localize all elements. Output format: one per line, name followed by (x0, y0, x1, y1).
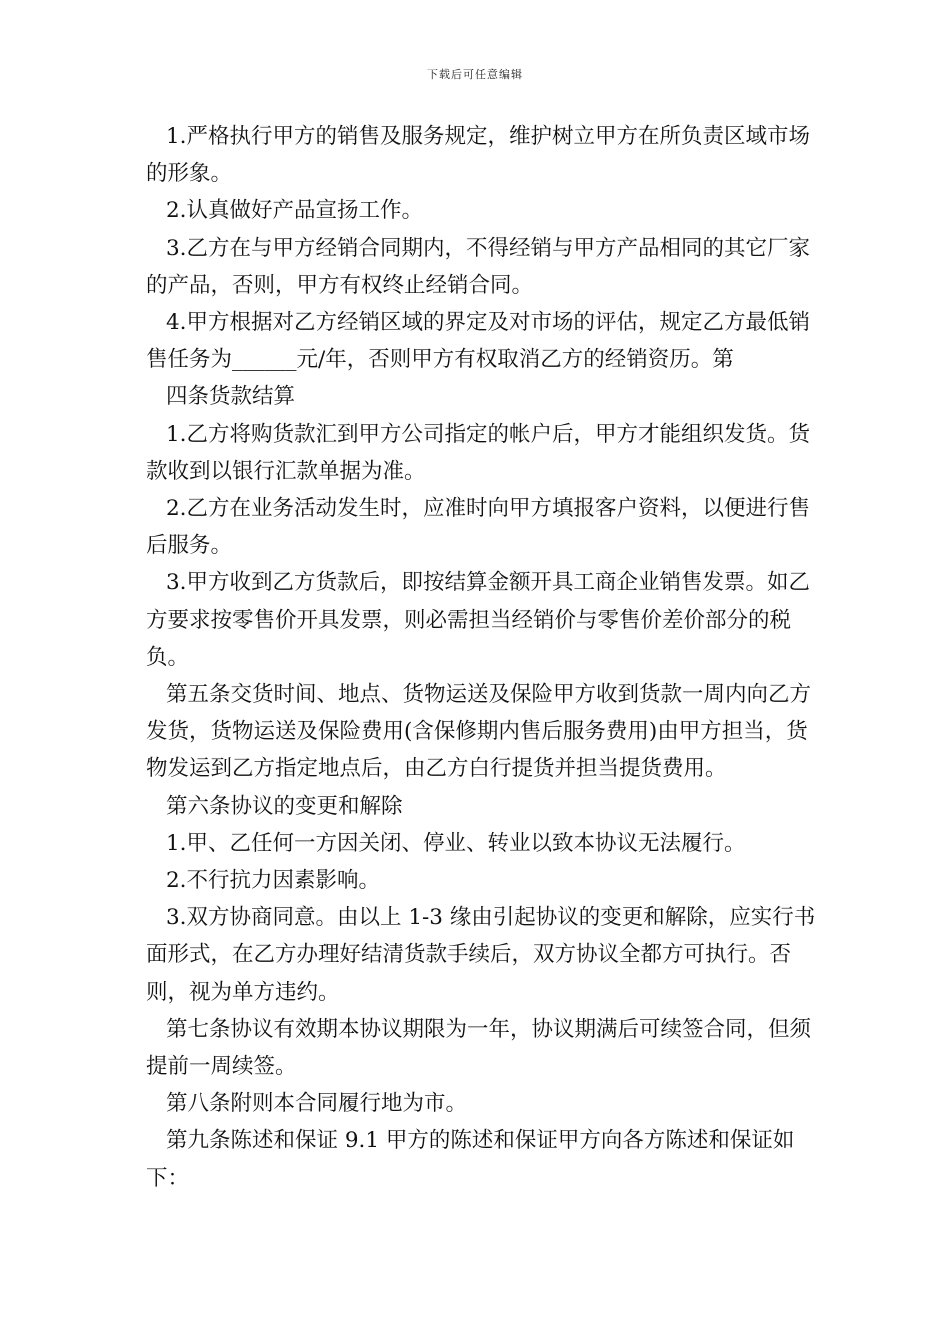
paragraph-clause-3-2: 2.认真做好产品宣扬工作。 (166, 198, 424, 224)
paragraph-article-5: 第五条交货时间、地点、货物运送及保险甲方收到货款一周内向乙方发货，货物运送及保险费用(含保修期内售后服务费用)由甲方担当，货物发运到乙方指定地点后，由乙方白行提货并担当提货费用。 (146, 682, 812, 782)
paragraph-clause-3-1: 1.严格执行甲方的销售及服务规定，维护树立甲方在所负责区域市场的形象。 (146, 124, 811, 187)
page-header-note: 下载后可任意编辑 (427, 68, 523, 81)
section-heading-article-4: 四条货款结算 (166, 384, 296, 410)
paragraph-clause-4-1: 1.乙方将购货款汇到甲方公司指定的帐户后，甲方才能组织发货。货款收到以银行汇款单据为准。 (146, 421, 811, 484)
paragraph-clause-6-3: 3.双方协商同意。由以上 1-3 缘由引起协议的变更和解除，应实行书面形式，在乙方办理好结清货款手续后，双方协议全都方可执行。否则，视为单方违约。 (146, 905, 816, 1005)
paragraph-clause-6-2: 2.不行抗力因素影响。 (166, 868, 381, 894)
paragraph-clause-6-1: 1.甲、乙任何一方因关闭、停业、转业以致本协议无法履行。 (166, 830, 746, 856)
paragraph-article-7: 第七条协议有效期本协议期限为一年，协议期满后可续签合同，但须提前一周续签。 (146, 1016, 812, 1080)
paragraph-clause-4-2: 2.乙方在业务活动发生时，应准时向甲方填报客户资料，以便进行售后服务。 (146, 496, 811, 559)
document-body (146, 118, 822, 1197)
paragraph-clause-4-3: 3.甲方收到乙方货款后，即按结算金额开具工商企业销售发票。如乙方要求按零售价开具发票，则必需担当经销价与零售价差价部分的税负。 (146, 570, 811, 670)
section-heading-article-6: 第六条协议的变更和解除 (166, 793, 403, 819)
paragraph-clause-3-3: 3.乙方在与甲方经销合同期内，不得经销与甲方产品相同的其它厂家的产品，否则，甲方有权终止经销合同。 (146, 235, 811, 298)
paragraph-article-9: 第九条陈述和保证 9.1 甲方的陈述和保证甲方向各方陈述和保证如下： (146, 1128, 795, 1191)
paragraph-article-8: 第八条附则本合同履行地为市。 (166, 1091, 468, 1117)
paragraph-clause-3-4: 4.甲方根据对乙方经销区域的界定及对市场的评估，规定乙方最低销售任务为______元/年，否则甲方有权取消乙方的经销资历。第 (146, 310, 811, 373)
